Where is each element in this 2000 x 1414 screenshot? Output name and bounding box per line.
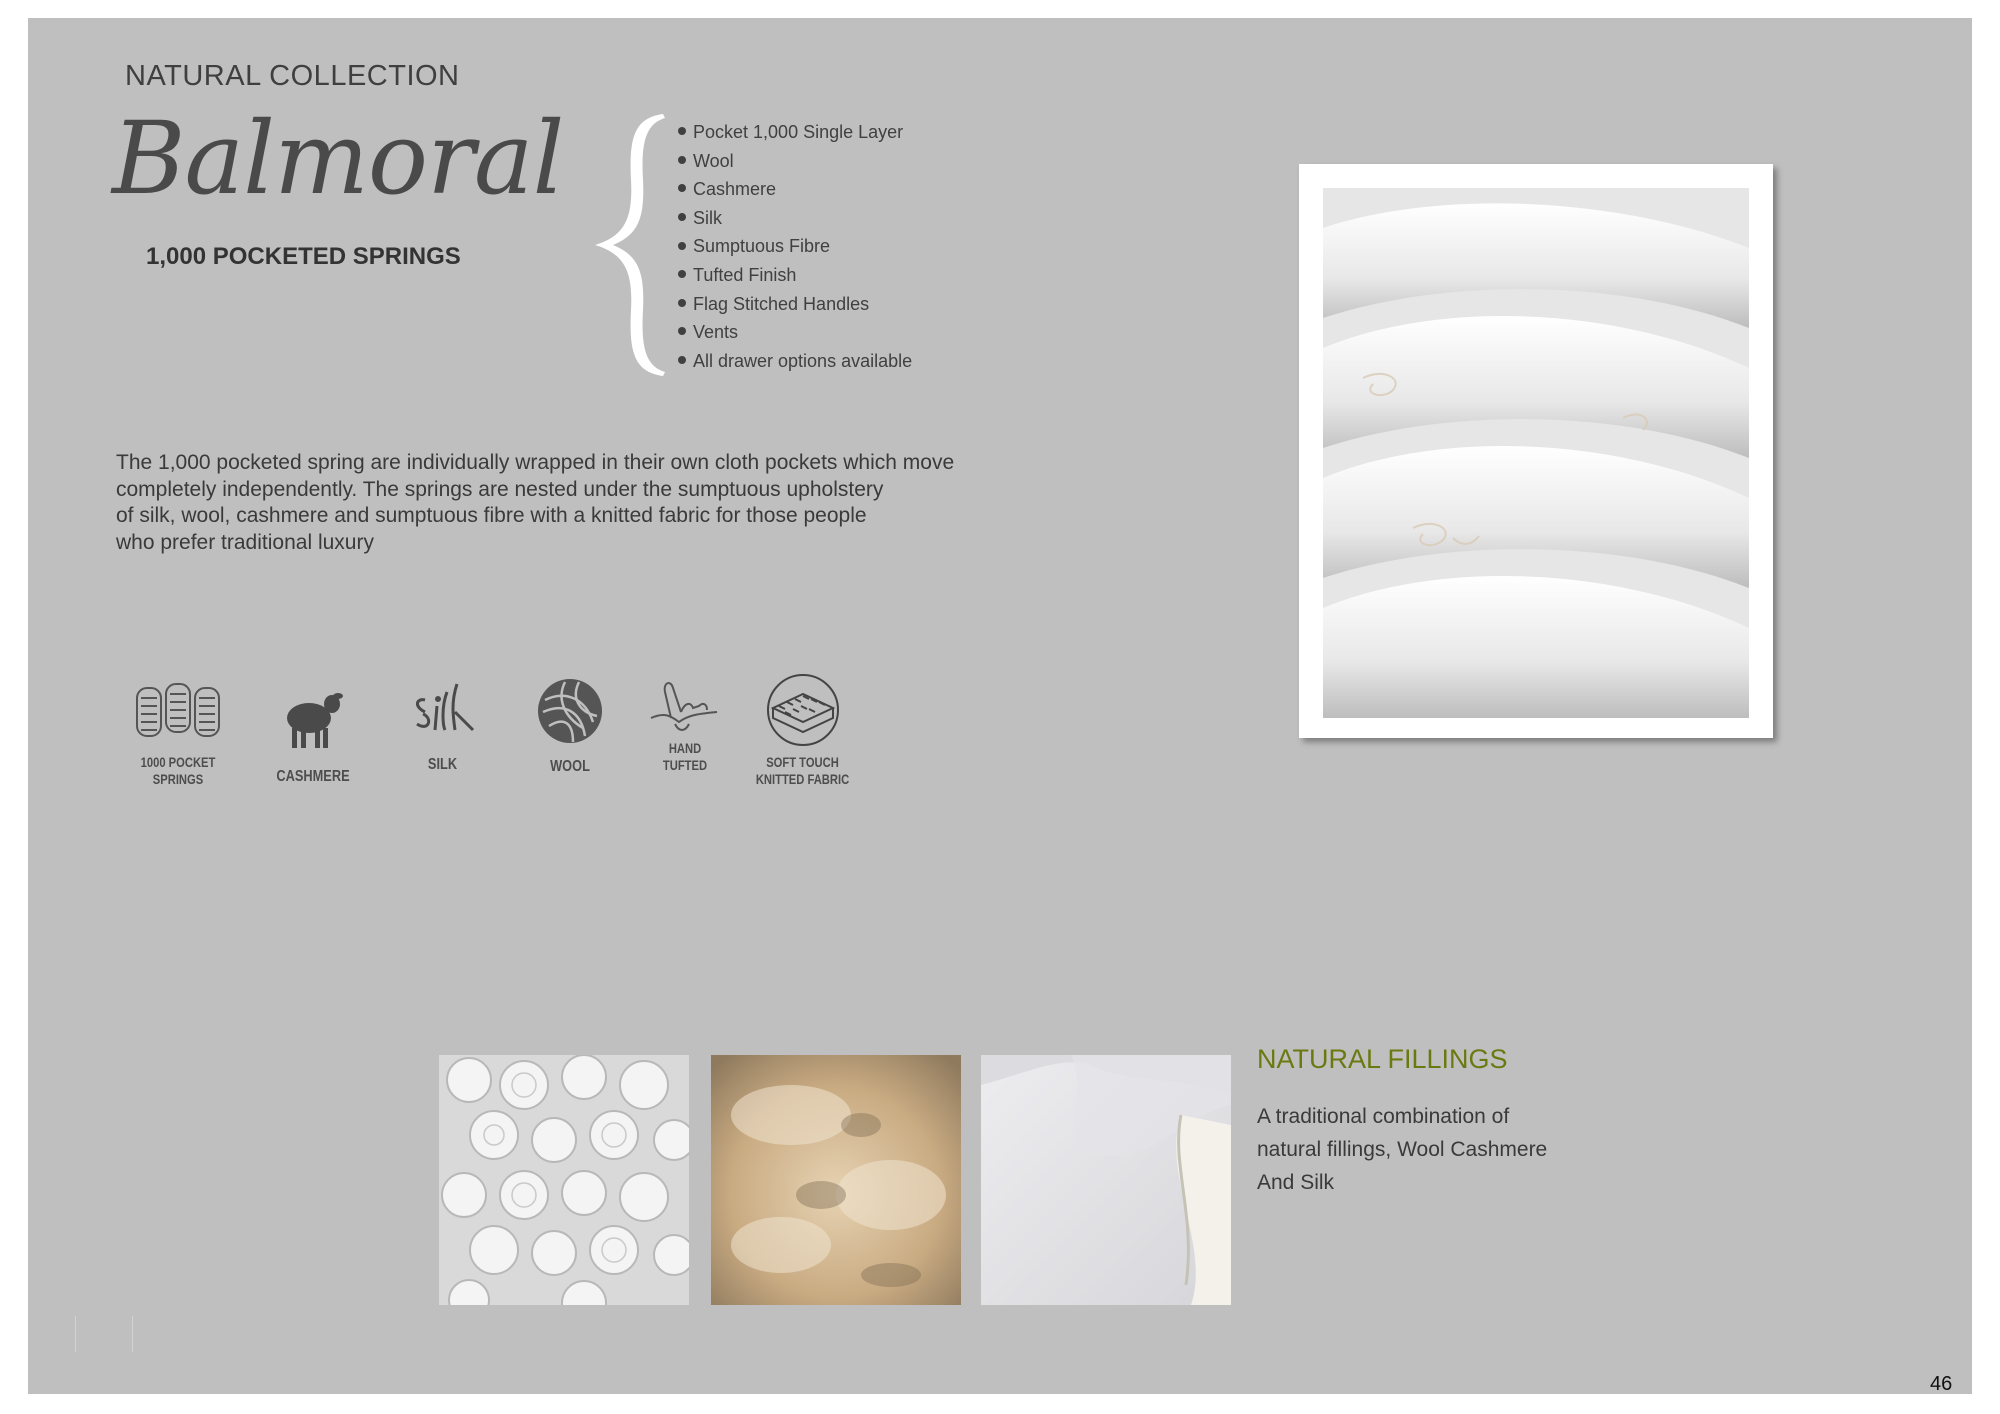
product-description	[116, 450, 1046, 556]
bullet-icon	[678, 356, 686, 364]
description-line: who prefer traditional luxury	[116, 530, 374, 554]
feature-item	[678, 204, 912, 233]
bullet-icon	[678, 184, 686, 192]
page-number: 46	[1930, 1373, 1953, 1395]
bullet-icon	[678, 242, 686, 250]
bullet-icon	[678, 270, 686, 278]
feature-label: Wool	[693, 150, 734, 171]
bullet-icon	[678, 156, 686, 164]
faint-divider-mark	[75, 1316, 133, 1352]
collection-label: NATURAL COLLECTION	[125, 60, 460, 92]
mattress-photo-frame	[1299, 164, 1773, 738]
bullet-icon	[678, 327, 686, 335]
feature-item	[678, 290, 912, 319]
silk-texture-image	[981, 1055, 1231, 1305]
feature-label: Sumptuous Fibre	[693, 236, 831, 257]
feature-item	[678, 118, 912, 147]
wool-ball-icon	[535, 676, 605, 746]
product-title: Balmoral	[112, 100, 564, 217]
bullet-icon	[678, 299, 686, 307]
icon-knitted-fabric	[740, 672, 865, 788]
curly-brace-decoration	[585, 110, 675, 380]
feature-label: Tufted Finish	[693, 264, 797, 285]
feature-list	[678, 118, 912, 375]
feature-item	[678, 147, 912, 176]
feature-item	[678, 318, 912, 347]
feature-label: Pocket 1,000 Single Layer	[693, 122, 904, 142]
product-subtitle: 1,000 POCKETED SPRINGS	[146, 243, 461, 270]
fillings-text	[1257, 1100, 1597, 1199]
mattress-texture-image	[1323, 188, 1749, 718]
pocket-springs-icon	[132, 680, 224, 742]
feature-label: All drawer options available	[693, 350, 913, 371]
icon-wool	[525, 676, 615, 775]
icon-label: HAND TUFTED	[662, 740, 708, 773]
feature-label: Cashmere	[693, 179, 777, 200]
bullet-icon	[678, 127, 686, 135]
feature-label: Silk	[693, 207, 723, 228]
feature-item	[678, 175, 912, 204]
icon-label: 1000 POCKET SPRINGS	[140, 754, 216, 787]
icon-cashmere	[258, 678, 368, 785]
silk-icon	[403, 672, 483, 742]
mattress-photo	[1323, 188, 1749, 718]
description-line: The 1,000 pocketed spring are individually wrapped in their own cloth pockets which move	[116, 451, 955, 474]
feature-label: Vents	[693, 322, 739, 343]
sheep-icon	[277, 678, 349, 750]
icon-pocket-springs	[118, 680, 238, 788]
cashmere-texture-image	[711, 1055, 961, 1305]
hand-tufted-icon	[645, 672, 725, 736]
knitted-fabric-icon	[765, 672, 841, 748]
feature-item	[678, 232, 912, 261]
description-line: completely independently. The springs are nested under the sumptuous upholstery	[116, 477, 884, 501]
fillings-text-line: And Silk	[1257, 1171, 1335, 1194]
wool-swatch	[439, 1055, 689, 1305]
icon-label: WOOL	[550, 758, 590, 775]
icon-hand-tufted	[640, 672, 730, 774]
icon-label: CASHMERE	[276, 768, 350, 785]
fillings-text-line: natural fillings, Wool Cashmere	[1257, 1138, 1548, 1161]
silk-swatch	[981, 1055, 1231, 1305]
bullet-icon	[678, 213, 686, 221]
icon-silk	[395, 672, 490, 773]
fillings-text-line: A traditional combination of	[1257, 1105, 1510, 1128]
feature-label: Flag Stitched Handles	[693, 293, 870, 314]
icon-label: SOFT TOUCH KNITTED FABRIC	[755, 754, 850, 787]
fillings-heading: NATURAL FILLINGS	[1257, 1044, 1508, 1074]
feature-item	[678, 261, 912, 290]
wool-texture-image	[439, 1055, 689, 1305]
icon-label: SILK	[427, 756, 458, 773]
cashmere-swatch	[711, 1055, 961, 1305]
feature-item	[678, 347, 912, 376]
description-line: of silk, wool, cashmere and sumptuous fibre with a knitted fabric for those people	[116, 504, 867, 527]
